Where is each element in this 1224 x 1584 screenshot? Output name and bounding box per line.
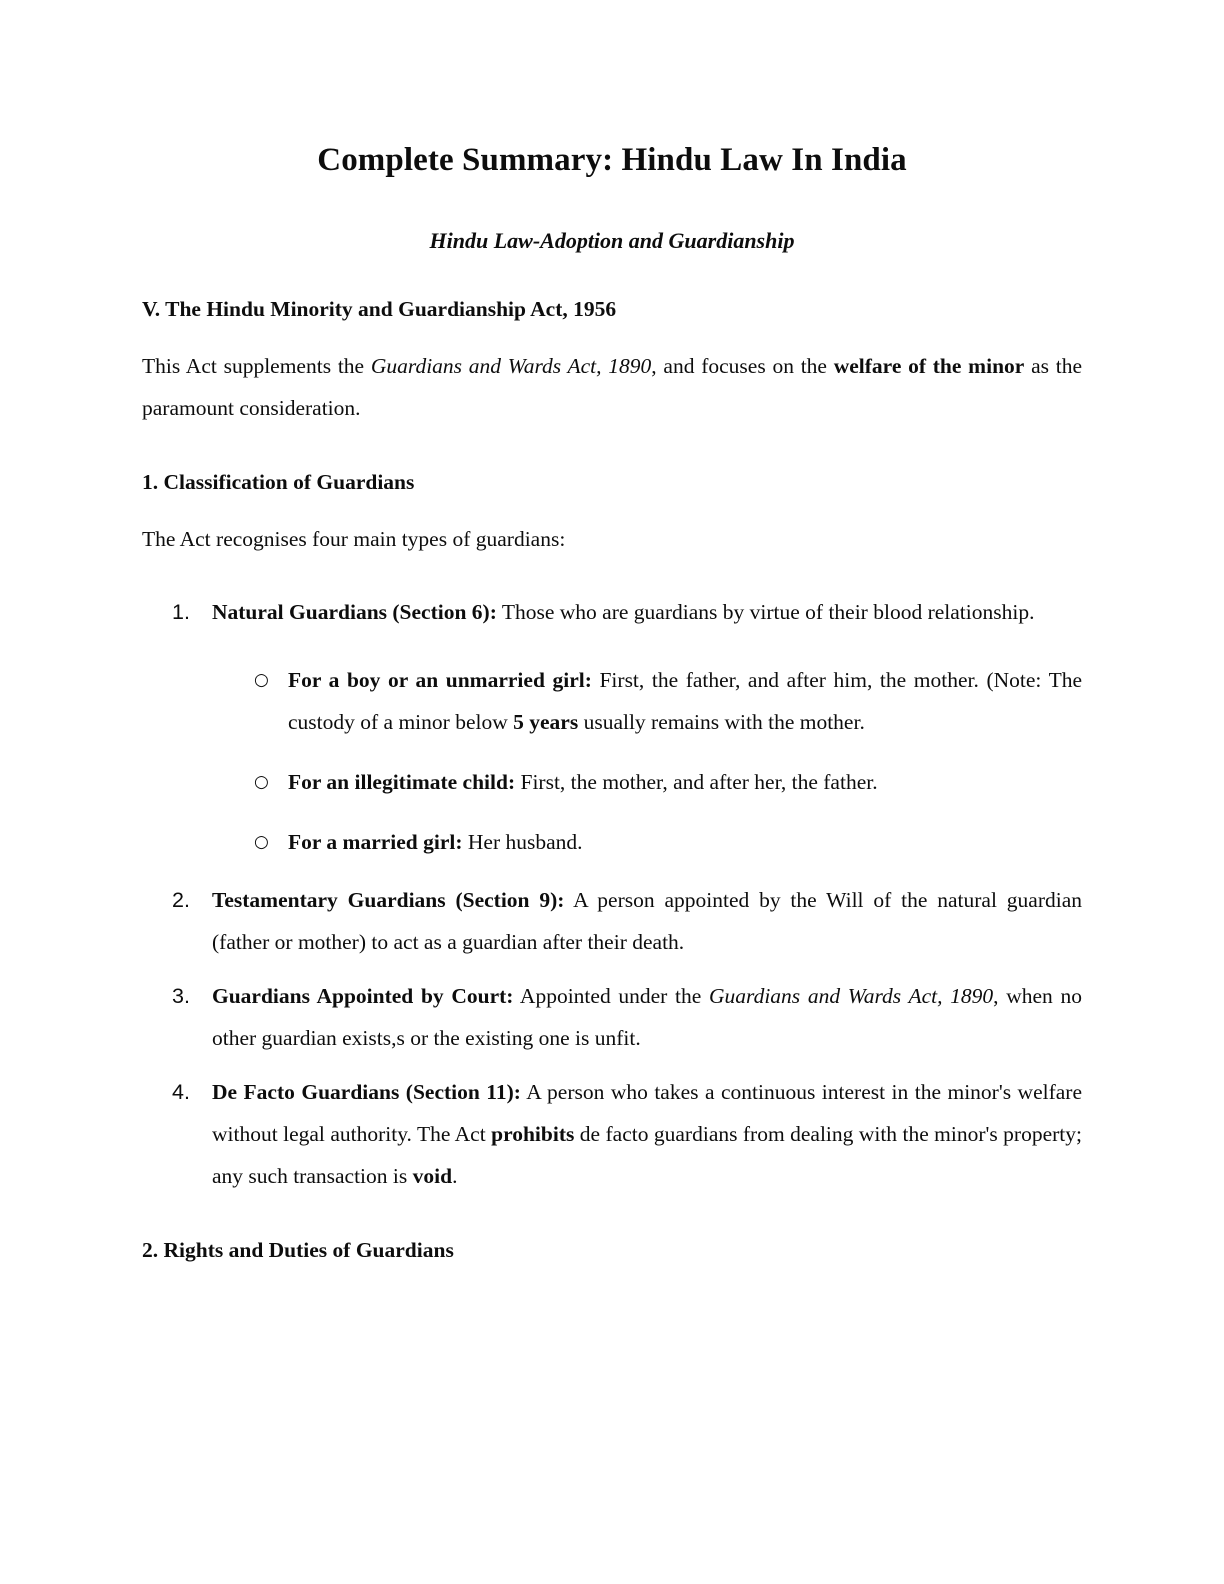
sub-item-3-text-a: Her husband. bbox=[462, 829, 583, 854]
list-item bbox=[142, 867, 1082, 963]
item-1-bold-lead: Natural Guardians (Section 6): bbox=[212, 599, 497, 624]
item-3-italic-act-name: Guardians and Wards Act, 1890 bbox=[708, 983, 994, 1008]
list-item bbox=[212, 641, 1082, 743]
item-3-text-a: Appointed under the bbox=[513, 983, 709, 1008]
heading-rights-and-duties-of-guardians: 2. Rights and Duties of Guardians bbox=[142, 1237, 454, 1262]
lead-in-paragraph: The Act recognises four main types of guardians: bbox=[142, 526, 566, 551]
list-marker-4: 4. bbox=[172, 1079, 190, 1104]
list-marker-1: 1. bbox=[172, 599, 190, 624]
list-item bbox=[212, 803, 1082, 863]
item-4-bold-void: void bbox=[412, 1163, 453, 1188]
list-item bbox=[142, 1059, 1082, 1197]
intro-paragraph bbox=[142, 324, 1082, 429]
item-2-text: A person appointed by the Will of the natural guardian (father or mother) to act as a guardian after their death. bbox=[212, 887, 1082, 954]
guardian-types-list bbox=[142, 560, 1082, 1197]
intro-text-part2: , and focuses on the bbox=[651, 353, 834, 378]
sub-item-1-text-b: usually remains with the mother. bbox=[578, 709, 865, 734]
heading-classification-of-guardians: 1. Classification of Guardians bbox=[142, 469, 415, 494]
intro-italic-act-name: Guardians and Wards Act, 1890 bbox=[370, 353, 652, 378]
intro-text-part1: This Act supplements the bbox=[142, 353, 371, 378]
item-4-bold-lead: De Facto Guardians (Section 11): bbox=[212, 1079, 521, 1104]
sub-item-1-text-a: First, the father, and after him, the mother. (Note: The custody of a minor below bbox=[288, 667, 1082, 734]
list-item bbox=[212, 743, 1082, 803]
item-3-bold-lead: Guardians Appointed by Court: bbox=[212, 983, 514, 1008]
list-marker-2: 2. bbox=[172, 887, 190, 912]
item-4-text-c: . bbox=[452, 1163, 458, 1188]
list-item bbox=[142, 579, 1082, 867]
document-subtitle: Hindu Law-Adoption and Guardianship bbox=[429, 228, 795, 254]
section-heading-v: V. The Hindu Minority and Guardianship Act, 1956 bbox=[142, 296, 617, 321]
sub-item-3-bold-lead: For a married girl: bbox=[288, 829, 463, 854]
sub-item-2-bold-lead: For an illegitimate child: bbox=[288, 769, 516, 794]
sub-item-1-bold-years: 5 years bbox=[513, 709, 579, 734]
intro-text-part3: as the paramount consideration. bbox=[142, 353, 1083, 420]
item-4-bold-prohibits: prohibits bbox=[491, 1121, 575, 1146]
circle-bullet-icon: ○ bbox=[254, 669, 269, 690]
list-item bbox=[142, 963, 1082, 1059]
item-3-text-b: , when no other guardian exists,s or the existing one is unfit. bbox=[212, 983, 1082, 1050]
natural-guardian-sub-list bbox=[212, 633, 1082, 867]
sub-item-2-text-a: First, the mother, and after her, the father. bbox=[515, 769, 878, 794]
item-4-text-a: A person who takes a continuous interest in the minor's welfare without legal authority. The Act bbox=[212, 1079, 1082, 1146]
document-title: Complete Summary: Hindu Law In India bbox=[317, 142, 907, 178]
item-4-text-b: de facto guardians from dealing with the minor's property; any such transaction is bbox=[212, 1121, 1082, 1188]
list-marker-3: 3. bbox=[172, 983, 190, 1008]
circle-bullet-icon: ○ bbox=[254, 771, 269, 792]
intro-bold-welfare: welfare of the minor bbox=[833, 353, 1025, 378]
item-2-bold-lead: Testamentary Guardians (Section 9): bbox=[212, 887, 565, 912]
sub-item-1-bold-lead: For a boy or an unmarried girl: bbox=[288, 667, 592, 692]
circle-bullet-icon: ○ bbox=[254, 831, 269, 852]
item-1-text: Those who are guardians by virtue of their blood relationship. bbox=[496, 599, 1035, 624]
